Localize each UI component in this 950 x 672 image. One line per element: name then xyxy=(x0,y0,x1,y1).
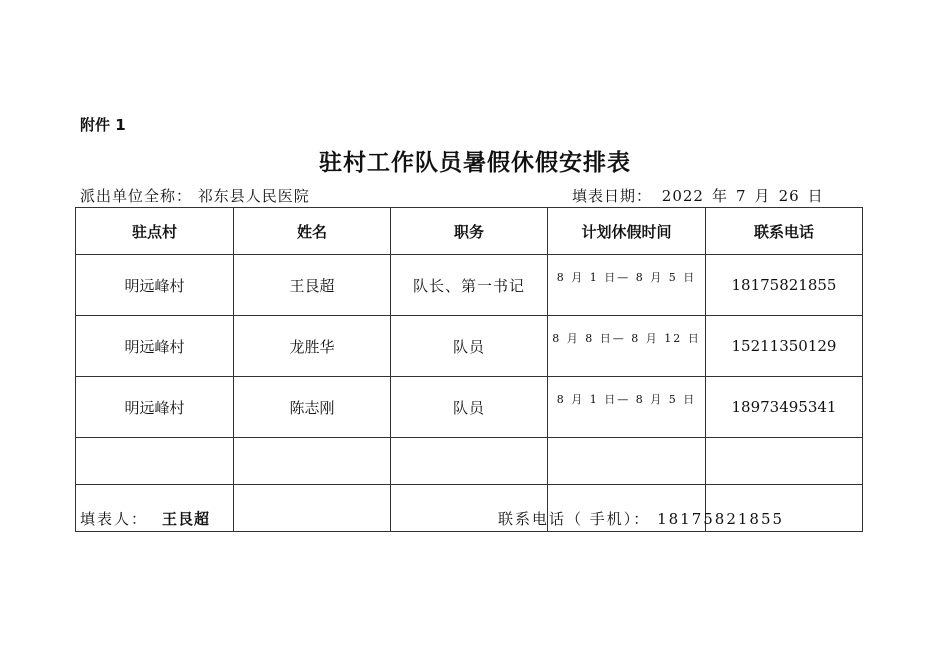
cell-period: 8 月 8 日— 8 月 12 日 xyxy=(548,316,706,377)
cell-role: 队长、第一书记 xyxy=(391,255,548,316)
unit-value: 祁东县人民医院 xyxy=(197,187,310,205)
filler-line xyxy=(80,508,210,529)
contact-line xyxy=(498,508,784,529)
cell-village: 明远峰村 xyxy=(76,316,234,377)
attachment-label: 附件 1 xyxy=(80,116,126,134)
date-label: 填表日期： xyxy=(572,187,653,205)
cell-phone: 18175821855 xyxy=(706,255,863,316)
unit-line xyxy=(80,185,310,206)
cell-village: 明远峰村 xyxy=(76,255,234,316)
date-day: 26 xyxy=(778,187,800,205)
table-row xyxy=(76,316,863,377)
cell-name: 陈志刚 xyxy=(234,377,391,438)
header-name: 姓名 xyxy=(234,208,391,255)
header-village: 驻点村 xyxy=(76,208,234,255)
date-line xyxy=(572,185,828,206)
table-row xyxy=(76,255,863,316)
header-role: 职务 xyxy=(391,208,548,255)
table-row-empty xyxy=(76,438,863,485)
header-period: 计划休假时间 xyxy=(548,208,706,255)
vacation-table xyxy=(75,207,863,532)
filler-label: 填表人： xyxy=(80,510,149,528)
cell-role: 队员 xyxy=(391,316,548,377)
cell-period: 8 月 1 日— 8 月 5 日 xyxy=(548,377,706,438)
date-month: 7 xyxy=(736,187,747,205)
header-phone: 联系电话 xyxy=(706,208,863,255)
filler-name: 王艮超 xyxy=(162,510,211,528)
contact-phone-value: 18175821855 xyxy=(657,510,785,528)
cell-period: 8 月 1 日— 8 月 5 日 xyxy=(548,255,706,316)
date-year-unit: 年 xyxy=(711,187,728,205)
table-header-row xyxy=(76,208,863,255)
cell-phone: 18973495341 xyxy=(706,377,863,438)
cell-village: 明远峰村 xyxy=(76,377,234,438)
date-month-unit: 月 xyxy=(754,187,771,205)
cell-name: 龙胜华 xyxy=(234,316,391,377)
table-row xyxy=(76,377,863,438)
document-title: 驻村工作队员暑假休假安排表 xyxy=(319,150,631,176)
contact-phone-label: 联系电话（ 手机）： xyxy=(498,510,651,528)
unit-label: 派出单位全称： xyxy=(80,187,193,205)
date-year: 2022 xyxy=(661,187,704,205)
cell-role: 队员 xyxy=(391,377,548,438)
cell-name: 王艮超 xyxy=(234,255,391,316)
date-day-unit: 日 xyxy=(807,187,824,205)
cell-phone: 15211350129 xyxy=(706,316,863,377)
